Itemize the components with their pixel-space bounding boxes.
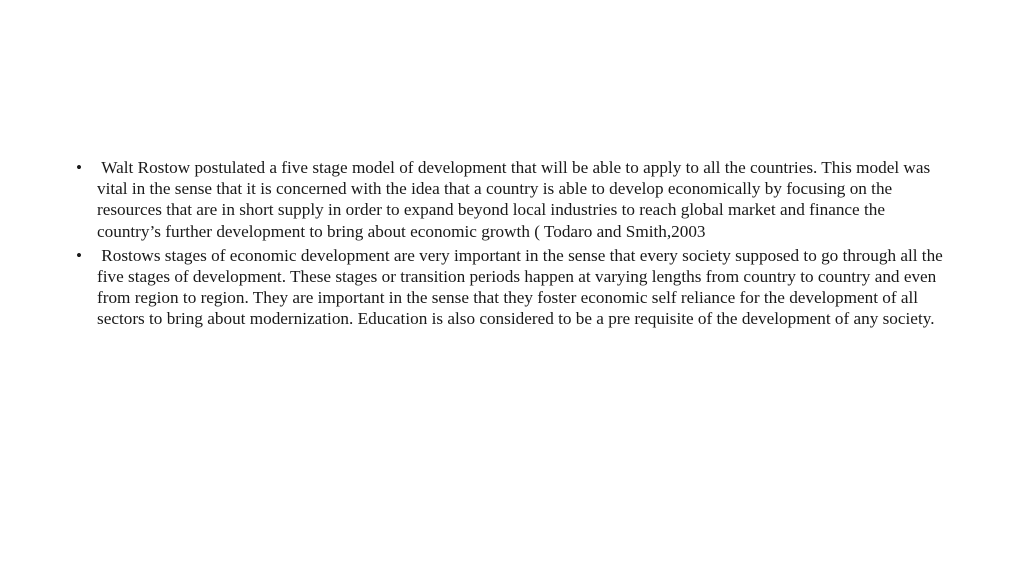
bullet-icon: •: [75, 158, 83, 177]
bullet-item-rostow-model: [72, 157, 952, 242]
bullet-icon: •: [75, 245, 83, 265]
bullet-text: Rostows stages of economic development are very important in the sense that every society supposed to go through all the five stages of development. These stages or transition periods happen at varying lengths from country to country and even from region to region. They are important in the sense that they foster economic self reliance for the development of all sectors to bring about modernization. Education is also considered to be a pre requisite of the development of any society.: [97, 245, 948, 329]
bullet-text: Walt Rostow postulated a five stage model of development that will be able to apply to all the countries. This model was vital in the sense that it is concerned with the idea that a country is able to develop economically by focusing on the resources that are in short supply in order to expand beyond local industries to reach global market and finance the country’s further development to bring about economic growth ( Todaro and Smith,2003: [97, 158, 935, 241]
bullet-list: [72, 157, 952, 333]
bullet-item-rostow-stages: [72, 245, 952, 330]
